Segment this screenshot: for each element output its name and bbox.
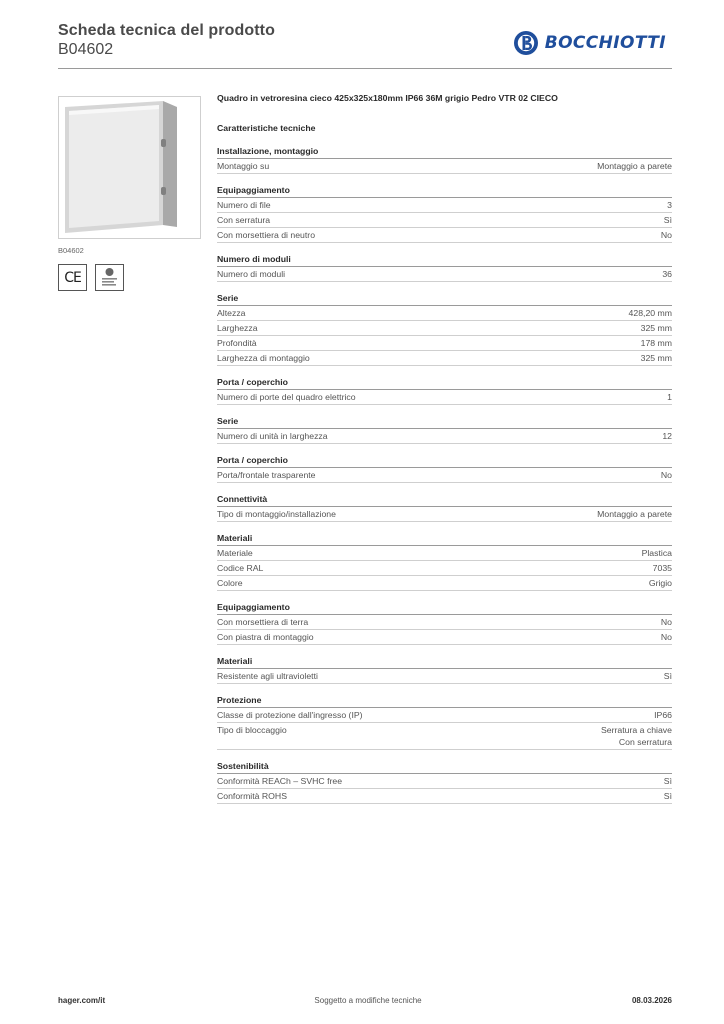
spec-value: Montaggio a parete (597, 509, 672, 519)
spec-value: No (660, 470, 672, 480)
footer-date: 08.03.2026 (631, 996, 672, 1005)
spec-value-line: Con serratura (618, 737, 672, 747)
page-title: Scheda tecnica del prodotto (58, 22, 275, 39)
spec-label: Larghezza di montaggio (217, 353, 310, 363)
spec-section-title: Serie (217, 292, 672, 306)
spec-row (217, 267, 672, 282)
spec-value: 7035 (652, 563, 672, 573)
spec-value: 1 (667, 392, 672, 402)
spec-section (217, 655, 672, 684)
spec-section-title: Connettività (217, 493, 672, 507)
spec-value: 178 mm (640, 338, 672, 348)
spec-label: Classe di protezione dall'ingresso (IP) (217, 710, 363, 720)
spec-label: Conformità REACh – SVHC free (217, 776, 343, 786)
brand-name: BOCCHIOTTI (544, 33, 666, 53)
certification-badge-icon (95, 264, 124, 291)
spec-label: Con piastra di montaggio (217, 632, 314, 642)
spec-row (217, 468, 672, 483)
spec-section-title: Sostenibilità (217, 760, 672, 774)
spec-section-title: Numero di moduli (217, 253, 672, 267)
spec-value: 325 mm (640, 323, 672, 333)
brand-logo-icon (513, 30, 539, 56)
spec-value: 12 (662, 431, 672, 441)
electrical-enclosure-image (58, 96, 201, 239)
spec-label: Numero di file (217, 200, 271, 210)
page-header (58, 22, 672, 70)
spec-row (217, 708, 672, 723)
spec-column (217, 92, 672, 804)
spec-row (217, 561, 672, 576)
spec-row (217, 159, 672, 174)
spec-section (217, 601, 672, 645)
spec-row (217, 507, 672, 522)
certification-logos (58, 264, 201, 291)
spec-value: 428,20 mm (628, 308, 672, 318)
header-divider (58, 68, 672, 69)
spec-section-title: Serie (217, 415, 672, 429)
spec-row (217, 546, 672, 561)
spec-value: No (660, 230, 672, 240)
image-code-label: B04602 (58, 246, 84, 255)
spec-value: Sì (663, 671, 672, 681)
spec-value: Sì (663, 215, 672, 225)
spec-section-title: Porta / coperchio (217, 454, 672, 468)
footer-note: Soggetto a modifiche tecniche (314, 996, 422, 1005)
spec-row (217, 213, 672, 228)
spec-label: Conformità ROHS (217, 791, 288, 801)
spec-section-title: Equipaggiamento (217, 184, 672, 198)
spec-section (217, 292, 672, 366)
brand-logo (513, 28, 666, 58)
spec-value: IP66 (654, 710, 672, 720)
spec-section-title: Equipaggiamento (217, 601, 672, 615)
spec-value: 3 (667, 200, 672, 210)
spec-value: 325 mm (640, 353, 672, 363)
spec-row (217, 630, 672, 645)
spec-section (217, 694, 672, 750)
spec-row (217, 774, 672, 789)
spec-label: Con serratura (217, 215, 271, 225)
spec-sections (217, 145, 672, 804)
ce-mark-icon: CE (58, 264, 87, 291)
spec-heading: Caratteristiche tecniche (217, 123, 316, 133)
spec-section (217, 415, 672, 444)
spec-label: Materiale (217, 548, 253, 558)
spec-row (217, 615, 672, 630)
spec-section-title: Installazione, montaggio (217, 145, 672, 159)
spec-row (217, 321, 672, 336)
spec-value (601, 724, 672, 748)
spec-value-line: Serratura a chiave (601, 725, 672, 735)
spec-label: Colore (217, 578, 243, 588)
spec-row (217, 576, 672, 591)
spec-section (217, 376, 672, 405)
footer-website: hager.com/it (58, 996, 106, 1005)
product-media (58, 96, 201, 291)
spec-section (217, 184, 672, 243)
product-code: B04602 (58, 41, 114, 58)
spec-row (217, 669, 672, 684)
spec-label: Numero di unità in larghezza (217, 431, 328, 441)
spec-section (217, 532, 672, 591)
spec-row (217, 228, 672, 243)
spec-label: Larghezza (217, 323, 258, 333)
spec-section (217, 454, 672, 483)
spec-section-title: Porta / coperchio (217, 376, 672, 390)
spec-value: Sì (663, 791, 672, 801)
spec-row (217, 789, 672, 804)
spec-label: Con morsettiera di neutro (217, 230, 316, 240)
spec-label: Porta/frontale trasparente (217, 470, 316, 480)
spec-section-title: Materiali (217, 532, 672, 546)
spec-label: Tipo di bloccaggio (217, 725, 287, 735)
spec-value: 36 (662, 269, 672, 279)
spec-section-title: Protezione (217, 694, 672, 708)
spec-row (217, 429, 672, 444)
spec-label: Con morsettiera di terra (217, 617, 309, 627)
spec-label: Altezza (217, 308, 246, 318)
spec-value: No (660, 632, 672, 642)
spec-row (217, 198, 672, 213)
spec-value: Grigio (648, 578, 672, 588)
spec-section (217, 253, 672, 282)
spec-row (217, 723, 672, 750)
spec-label: Codice RAL (217, 563, 264, 573)
spec-label: Numero di porte del quadro elettrico (217, 392, 356, 402)
spec-label: Montaggio su (217, 161, 270, 171)
spec-row (217, 306, 672, 321)
spec-row (217, 336, 672, 351)
spec-section (217, 145, 672, 174)
spec-value: Montaggio a parete (597, 161, 672, 171)
spec-label: Resistente agli ultravioletti (217, 671, 318, 681)
spec-value: Sì (663, 776, 672, 786)
spec-value: No (660, 617, 672, 627)
spec-section (217, 760, 672, 804)
spec-label: Tipo di montaggio/installazione (217, 509, 336, 519)
product-description: Quadro in vetroresina cieco 425x325x180mm IP66 36M grigio Pedro VTR 02 CIECO (217, 93, 558, 103)
spec-label: Numero di moduli (217, 269, 286, 279)
spec-row (217, 351, 672, 366)
spec-value: Plastica (641, 548, 672, 558)
spec-label: Profondità (217, 338, 257, 348)
spec-row (217, 390, 672, 405)
spec-section (217, 493, 672, 522)
spec-section-title: Materiali (217, 655, 672, 669)
